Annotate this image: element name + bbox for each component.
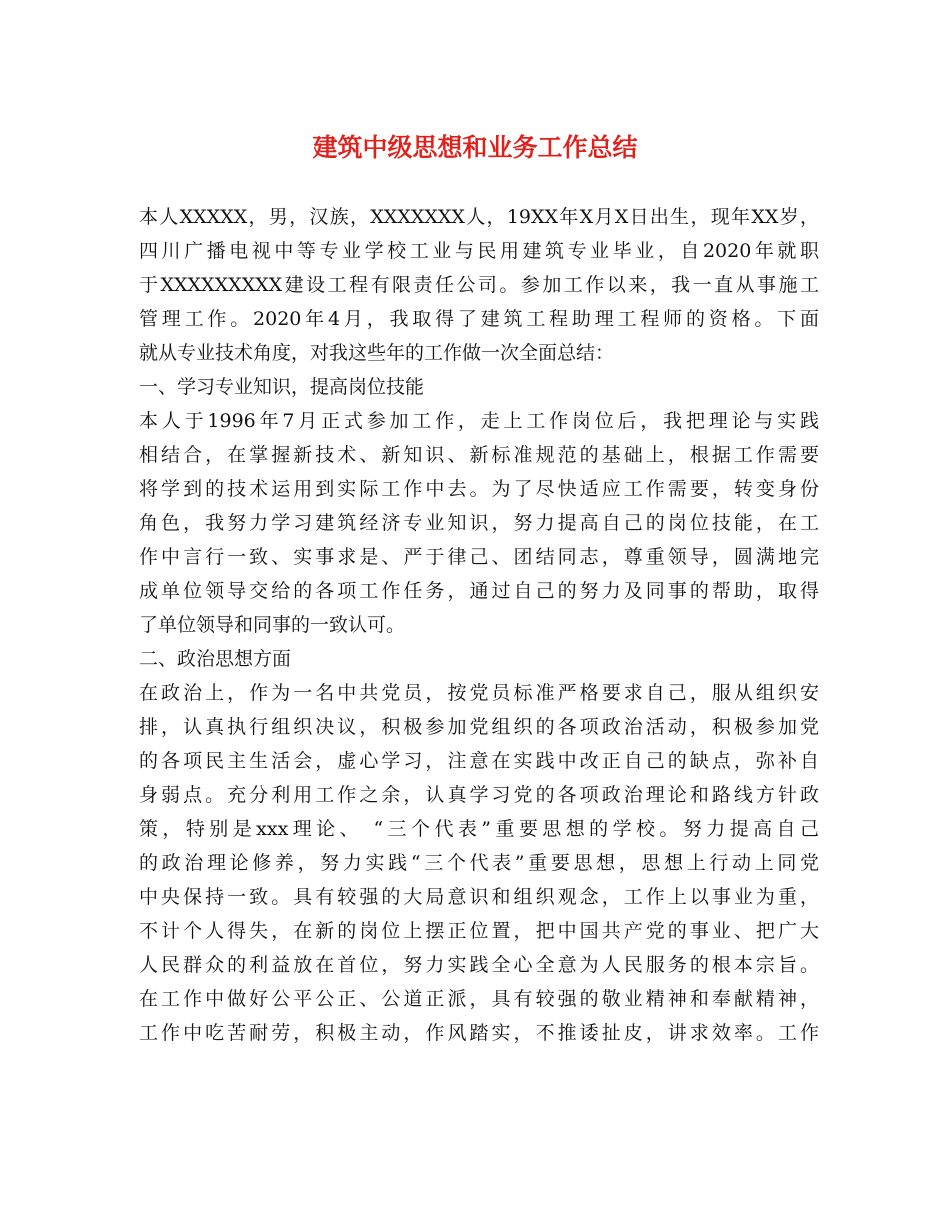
body-line: 管理工作。2020年4月，我取得了建筑工程助理工程师的资格。下面 — [139, 308, 819, 330]
body-line: 本人XXXXX，男，汉族，XXXXXXX人，19XX年X月X日出生，现年XX岁， — [139, 206, 819, 228]
body-line: 工作中吃苦耐劳，积极主动，作风踏实，不推诿扯皮，讲求效率。工作 — [139, 1022, 819, 1044]
body-line: 角色，我努力学习建筑经济专业知识，努力提高自己的岗位技能，在工 — [139, 512, 819, 534]
body-line: 排，认真执行组织决议，积极参加党组织的各项政治活动，积极参加党 — [139, 716, 819, 738]
body-line: 不计个人得失，在新的岗位上摆正位置，把中国共产党的事业、把广大 — [139, 920, 819, 942]
document-title: 建筑中级思想和业务工作总结 — [312, 133, 638, 162]
body-line: 策，特别是xxx理论、 “三个代表”重要思想的学校。努力提高自己 — [139, 818, 819, 840]
body-line: 相结合，在掌握新技术、新知识、新标准规范的基础上，根据工作需要 — [139, 444, 819, 466]
body-line: 将学到的技术运用到实际工作中去。为了尽快适应工作需要，转变身份 — [139, 478, 819, 500]
body-line: 本人于1996年7月正式参加工作，走上工作岗位后，我把理论与实践 — [139, 410, 819, 432]
body-line: 在工作中做好公平公正、公道正派，具有较强的敬业精神和奉献精神， — [139, 988, 819, 1010]
body-line: 人民群众的利益放在首位，努力实践全心全意为人民服务的根本宗旨。 — [139, 954, 819, 976]
body-line: 的各项民主生活会，虚心学习，注意在实践中改正自己的缺点，弥补自 — [139, 750, 819, 772]
document-body — [139, 200, 819, 1050]
body-line: 成单位领导交给的各项工作任务，通过自己的努力及同事的帮助，取得 — [139, 580, 819, 602]
body-line: 在政治上，作为一名中共党员，按党员标准严格要求自己，服从组织安 — [139, 682, 819, 704]
body-line: 四川广播电视中等专业学校工业与民用建筑专业毕业，自2020年就职 — [139, 240, 819, 262]
section-heading-2: 二、政治思想方面 — [139, 648, 292, 670]
body-line: 就从专业技术角度，对我这些年的工作做一次全面总结： — [139, 342, 615, 364]
body-line: 作中言行一致、实事求是、严于律己、团结同志，尊重领导，圆满地完 — [139, 546, 819, 568]
body-line: 于XXXXXXXXX建设工程有限责任公司。参加工作以来，我一直从事施工 — [139, 274, 819, 296]
section-heading-1: 一、学习专业知识，提高岗位技能 — [139, 376, 425, 398]
body-line: 的政治理论修养，努力实践“三个代表”重要思想，思想上行动上同党 — [139, 852, 819, 874]
body-line: 中央保持一致。具有较强的大局意识和组织观念，工作上以事业为重， — [139, 886, 819, 908]
body-line: 了单位领导和同事的一致认可。 — [139, 614, 406, 636]
body-line: 身弱点。充分利用工作之余，认真学习党的各项政治理论和路线方针政 — [139, 784, 819, 806]
